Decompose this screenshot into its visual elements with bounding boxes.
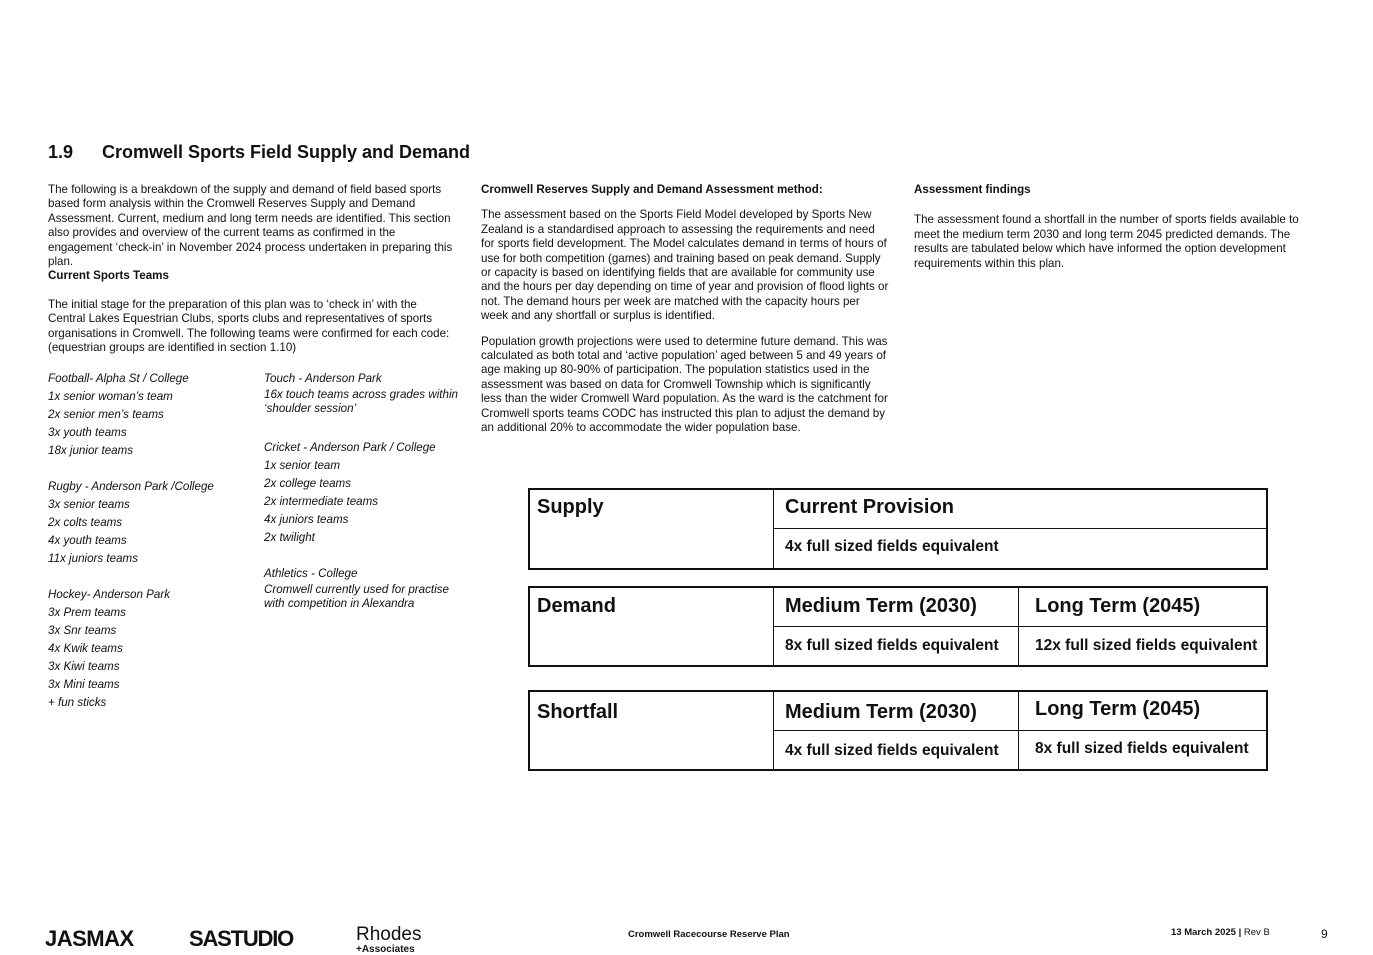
- demand-long-value: 12x full sized fields equivalent: [1035, 637, 1258, 654]
- demand-label: Demand: [537, 595, 616, 617]
- rhodes-logo-associates: +Associates: [356, 944, 415, 955]
- method-heading: Cromwell Reserves Supply and Demand Assessment method:: [481, 183, 823, 196]
- list-item: 3x Mini teams: [48, 678, 120, 691]
- teams-right-column: [264, 370, 460, 612]
- list-item: 3x youth teams: [48, 426, 127, 439]
- column-2: [481, 183, 889, 436]
- touch-list: [264, 370, 460, 417]
- list-item: 3x Snr teams: [48, 624, 117, 637]
- shortfall-medium-header: Medium Term (2030): [785, 701, 977, 723]
- section-title-text: Cromwell Sports Field Supply and Demand: [102, 142, 471, 162]
- section-title: [48, 142, 470, 163]
- footer-date-text: 13 March 2025: [1171, 927, 1236, 938]
- demand-long-header: Long Term (2045): [1035, 595, 1201, 617]
- intro-paragraph: The following is a breakdown of the supply and demand of field based sports based form analysis within the Cromwell Reserves Supply and Demand Assessment. Current, medium and long term needs are identified. This section also provides and overview of the current teams as confirmed in the engagement ‘check-in’ in November 2024 process undertaken in preparing this plan.: [48, 183, 453, 269]
- shortfall-long-header: Long Term (2045): [1035, 698, 1201, 720]
- list-item: 2x intermediate teams: [264, 494, 379, 508]
- supply-label: Supply: [537, 496, 604, 518]
- rugby-heading: Rugby - Anderson Park /College: [48, 480, 214, 493]
- demand-table: [528, 586, 1268, 667]
- list-item: 3x Prem teams: [48, 606, 126, 619]
- section-number: 1.9: [48, 142, 74, 162]
- athletics-list: [264, 565, 460, 612]
- cricket-heading: Cricket - Anderson Park / College: [264, 440, 436, 454]
- shortfall-table: [528, 690, 1268, 771]
- supply-header: Current Provision: [785, 496, 954, 518]
- list-item: + fun sticks: [48, 696, 107, 709]
- list-item: 2x college teams: [264, 476, 351, 490]
- list-item: 11x juniors teams: [48, 552, 138, 565]
- column-1: [48, 183, 454, 355]
- supply-value: 4x full sized fields equivalent: [785, 538, 999, 555]
- demand-medium-header: Medium Term (2030): [785, 595, 977, 617]
- list-item: 4x juniors teams: [264, 512, 349, 526]
- football-list: [48, 370, 253, 460]
- footer-revision: Rev B: [1243, 927, 1270, 938]
- demand-medium-value: 8x full sized fields equivalent: [785, 637, 999, 654]
- shortfall-long-value: 8x full sized fields equivalent: [1035, 740, 1249, 757]
- rhodes-logo-name: Rhodes: [356, 924, 422, 945]
- list-item: 2x twilight: [264, 530, 315, 544]
- list-item: 1x senior woman’s team: [48, 390, 173, 403]
- method-paragraph-1: The assessment based on the Sports Field Model developed by Sports New Zealand is a standardised approach to assessing the requirements and need for sports field development. The Model calculates demand in terms of hours of use for both competition (games) and training based on peak demand. Supply or capacity is based on identifying fields that are available for community use and the hours per day depending on time of year and provision of flood lights or not. The demand hours per week are matched with the capacity hours per week and any shortfall or surplus is identified.: [481, 208, 889, 323]
- shortfall-label: Shortfall: [537, 701, 619, 723]
- shortfall-medium-value: 4x full sized fields equivalent: [785, 742, 999, 759]
- current-teams-heading: Current Sports Teams: [48, 269, 169, 283]
- rhodes-logo: [356, 925, 422, 955]
- footer-date: 13 March 2025 | Rev B: [1171, 927, 1270, 938]
- hockey-heading: Hockey- Anderson Park: [48, 588, 171, 601]
- method-paragraph-2: Population growth projections were used to determine future demand. This was calculated as both total and ‘active population’ aged between 5 and 49 years of age making up 80-90% of participation. The population statistics used in the assessment was based on data for Cromwell Township which is significantly less than the wider Cromwell Ward population. As the ward is the catchment for Cromwell sports teams CODC has instructed this plan to adjust the demand by an additional 20% to accommodate the wider population base.: [481, 334, 888, 435]
- cricket-list: [264, 439, 460, 547]
- page-number: 9: [1321, 927, 1328, 941]
- list-item: 1x senior team: [264, 458, 341, 472]
- findings-paragraph: The assessment found a shortfall in the number of sports fields available to meet the medium term 2030 and long term 2045 predicted demands. The results are tabulated below which have informed the option development requirements within this plan.: [914, 213, 1299, 270]
- column-3: [914, 183, 1316, 271]
- list-item: Cromwell currently used for practise with competition in Alexandra: [264, 582, 449, 611]
- touch-heading: Touch - Anderson Park: [264, 372, 382, 385]
- jasmax-logo: JASMAX: [45, 926, 134, 951]
- sastudio-logo: SASTUDIO: [189, 926, 294, 951]
- hockey-list: [48, 586, 253, 712]
- supply-table: [528, 488, 1268, 570]
- list-item: 2x colts teams: [48, 516, 123, 529]
- athletics-heading: Athletics - College: [264, 566, 358, 580]
- list-item: 16x touch teams across grades within ‘shoulder session’: [264, 388, 458, 416]
- list-item: 4x Kwik teams: [48, 642, 123, 655]
- list-item: 18x junior teams: [48, 444, 134, 457]
- findings-heading: Assessment findings: [914, 183, 1031, 196]
- footer-doc-title: Cromwell Racecourse Reserve Plan: [628, 929, 790, 940]
- list-item: 3x senior teams: [48, 498, 130, 511]
- teams-left-column: [48, 370, 253, 712]
- football-heading: Football- Alpha St / College: [48, 372, 189, 385]
- rugby-list: [48, 478, 253, 568]
- list-item: 4x youth teams: [48, 534, 127, 547]
- list-item: 3x Kiwi teams: [48, 660, 120, 673]
- check-in-paragraph: The initial stage for the preparation of this plan was to ‘check in’ with the Central Lakes Equestrian Clubs, sports clubs and representatives of sports organisations in Cromwell. The following teams were confirmed for each code: (equestrian groups are identified in section 1.10): [48, 297, 450, 355]
- list-item: 2x senior men’s teams: [48, 408, 164, 421]
